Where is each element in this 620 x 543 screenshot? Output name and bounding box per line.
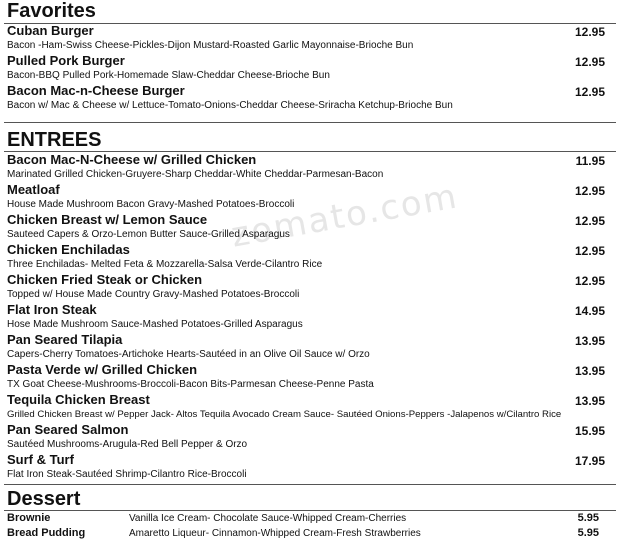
entrees-title: ENTREES: [7, 129, 102, 151]
item-price: 5.95: [577, 512, 599, 524]
item-description: Sautéed Mushrooms-Arugula-Red Bell Pepper & Orzo: [7, 439, 248, 450]
item-price: 13.95: [574, 334, 605, 348]
item-name: Flat Iron Steak: [7, 302, 97, 317]
item-price: 12.95: [574, 274, 605, 288]
item-name: Bread Pudding: [7, 527, 86, 539]
menu-item-pan-seared-tilapia: [7, 332, 611, 361]
menu-item-tequila-chicken: [7, 392, 611, 421]
item-description: Sauteed Capers & Orzo-Lemon Butter Sauce-Grilled Asparagus: [7, 229, 290, 240]
item-description: TX Goat Cheese-Mushrooms-Broccoli-Bacon Bits-Parmesan Cheese-Penne Pasta: [7, 379, 374, 390]
menu-item-flat-iron-steak: [7, 302, 611, 331]
item-name: Pan Seared Salmon: [7, 422, 129, 437]
item-price: 13.95: [574, 394, 605, 408]
dessert-item-brownie: [7, 511, 611, 526]
item-price: 17.95: [574, 454, 605, 468]
item-name: Bacon Mac-n-Cheese Burger: [7, 83, 185, 98]
item-name: Pan Seared Tilapia: [7, 332, 123, 347]
item-price: 13.95: [574, 364, 605, 378]
menu-item-pan-seared-salmon: [7, 422, 611, 451]
item-name: Pasta Verde w/ Grilled Chicken: [7, 362, 198, 377]
item-description: Grilled Chicken Breast w/ Pepper Jack- Altos Tequila Avocado Cream Sauce- Sautéed Onions-Peppers -Jalapenos w/Cilantro Rice: [7, 409, 562, 420]
item-name: Bacon Mac-N-Cheese w/ Grilled Chicken: [7, 152, 257, 167]
item-name: Pulled Pork Burger: [7, 53, 125, 68]
item-price: 11.95: [575, 154, 605, 168]
item-description: Bacon -Ham-Swiss Cheese-Pickles-Dijon Mustard-Roasted Garlic Mayonnaise-Brioche Bun: [7, 40, 414, 51]
item-price: 12.95: [574, 184, 605, 198]
item-name: Meatloaf: [7, 182, 60, 197]
item-description: House Made Mushroom Bacon Gravy-Mashed Potatoes-Broccoli: [7, 199, 295, 210]
item-description: Bacon-BBQ Pulled Pork-Homemade Slaw-Cheddar Cheese-Brioche Bun: [7, 70, 330, 81]
item-price: 12.95: [574, 55, 605, 69]
menu-item-surf-and-turf: [7, 452, 611, 481]
menu-item-cuban-burger: [7, 23, 611, 52]
item-name: Chicken Breast w/ Lemon Sauce: [7, 212, 208, 227]
item-description: Capers-Cherry Tomatoes-Artichoke Hearts-Sautéed in an Olive Oil Sauce w/ Orzo: [7, 349, 370, 360]
item-name: Brownie: [7, 512, 51, 524]
item-description: Bacon w/ Mac & Cheese w/ Lettuce-Tomato-Onions-Cheddar Cheese-Sriracha Ketchup-Brioche Bun: [7, 100, 453, 111]
menu-item-chicken-lemon: [7, 212, 611, 241]
menu-item-bacon-mac-chicken: [7, 152, 611, 181]
item-description: Hose Made Mushroom Sauce-Mashed Potatoes-Grilled Asparagus: [7, 319, 303, 330]
item-price: 12.95: [574, 85, 605, 99]
item-price: 12.95: [574, 214, 605, 228]
menu-item-pulled-pork-burger: [7, 53, 611, 82]
item-description: Topped w/ House Made Country Gravy-Mashed Potatoes-Broccoli: [7, 289, 300, 300]
menu-item-meatloaf: [7, 182, 611, 211]
item-description: Amaretto Liqueur- Cinnamon-Whipped Cream-Fresh Strawberries: [129, 528, 421, 539]
item-name: Chicken Enchiladas: [7, 242, 130, 257]
favorites-title: Favorites: [7, 0, 96, 22]
dessert-title: Dessert: [7, 488, 81, 510]
dessert-top-divider: [4, 484, 616, 485]
item-price: 5.95: [577, 527, 599, 539]
item-price: 12.95: [574, 244, 605, 258]
dessert-item-bread-pudding: [7, 526, 611, 541]
menu-item-chicken-enchiladas: [7, 242, 611, 271]
item-price: 14.95: [574, 304, 605, 318]
item-description: Marinated Grilled Chicken-Gruyere-Sharp Cheddar-White Cheddar-Parmesan-Bacon: [7, 169, 384, 180]
item-name: Surf & Turf: [7, 452, 74, 467]
entrees-top-divider: [4, 122, 616, 123]
item-description: Flat Iron Steak-Sautéed Shrimp-Cilantro Rice-Broccoli: [7, 469, 247, 480]
item-description: Vanilla Ice Cream- Chocolate Sauce-Whipped Cream-Cherries: [129, 513, 407, 524]
watermark-text: zomato.com: [228, 176, 462, 256]
menu-item-chicken-fried-steak: [7, 272, 611, 301]
item-name: Chicken Fried Steak or Chicken: [7, 272, 203, 287]
item-price: 12.95: [574, 25, 605, 39]
item-name: Cuban Burger: [7, 23, 94, 38]
item-name: Tequila Chicken Breast: [7, 392, 150, 407]
item-description: Three Enchiladas- Melted Feta & Mozzarella-Salsa Verde-Cilantro Rice: [7, 259, 323, 270]
item-price: 15.95: [574, 424, 605, 438]
menu-item-pasta-verde: [7, 362, 611, 391]
menu-item-bacon-mac-burger: [7, 83, 611, 112]
